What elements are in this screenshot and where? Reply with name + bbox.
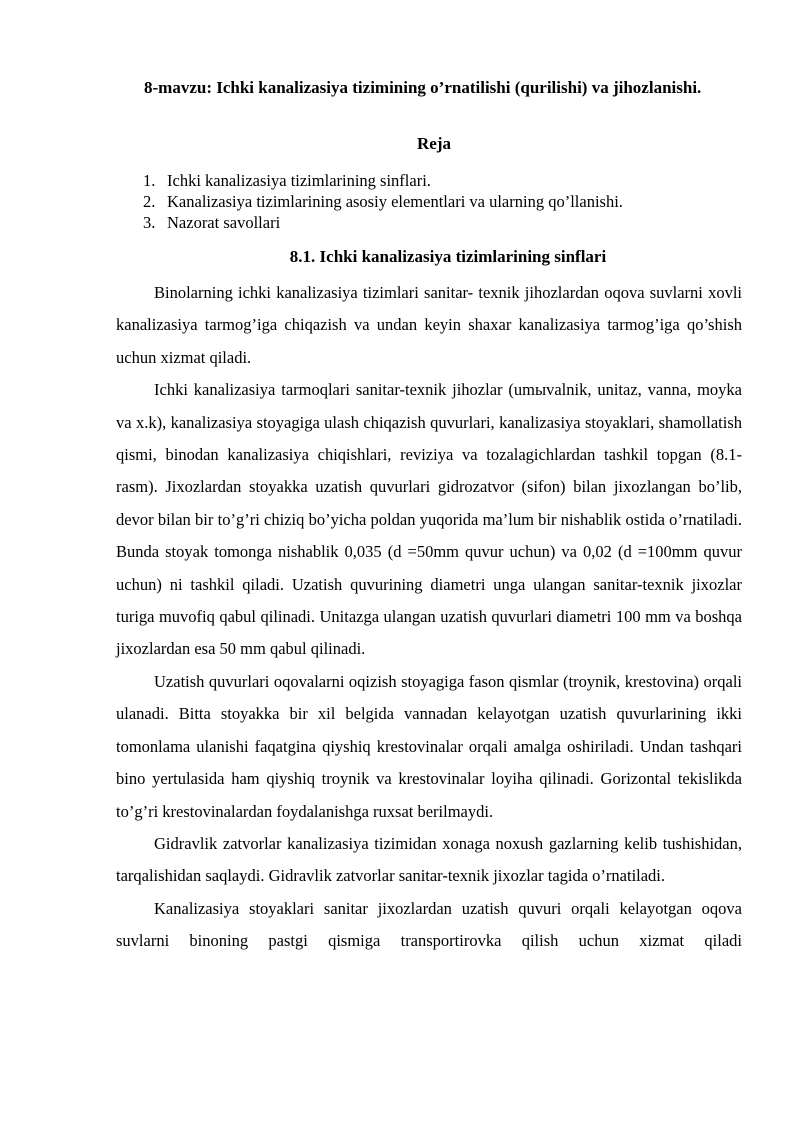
plan-item-text: Nazorat savollari [167, 213, 281, 232]
plan-item-text: Kanalizasiya tizimlarining asosiy elementlari va ularning qo’llanishi. [167, 192, 623, 211]
paragraph: Binolarning ichki kanalizasiya tizimlari sanitar- texnik jihozlardan oqova suvlarni xovli kanalizasiya tarmog’iga chiqazish va undan keyin shaxar kanalizasiya tarmog’iga qo’shish uchun xizmat qiladi. [116, 283, 742, 367]
paragraph: Ichki kanalizasiya tarmoqlari sanitar-texnik jihozlar (umыvalnik, unitaz, vanna, moyka va x.k), kanalizasiya stoyagiga ulash chiqazish quvurlari, kanalizasiya stoyaklari, shamollatish qismi, binodan kanalizasiya chiqishlari, reviziya va tozalagichlardan tashkil topgan (8.1-rasm). Jixozlardan stoyakka uzatish quvurlari gidrozatvor (sifon) bilan jixozlangan bo’lib, devor bilan bir to’g’ri chiziq bo’yicha poldan yuqorida ma’lum bir nishablik ostida o’rnatiladi. Bunda stoyak tomonga nishablik 0,035 (d =50mm quvur uchun) va 0,02 (d =100mm quvur uchun) ni tashkil qiladi. Uzatish quvurining diametri unga ulangan sanitar-texnik jixozlar turiga muvofiq qabul qilinadi. Unitazga ulangan uzatish quvurlari diametri 100 mm va boshqa jixozlardan esa 50 mm qabul qilinadi. [116, 380, 742, 659]
plan-item-number: 1. [143, 171, 156, 190]
plan-item-number: 2. [143, 192, 156, 211]
plan-item [143, 212, 623, 233]
paragraph: Kanalizasiya stoyaklari sanitar jixozlardan uzatish quvuri orqali kelayotgan oqova suvlarni binoning pastgi qismiga transportirovka qilish uchun xizmat qiladi [116, 898, 742, 951]
topic-title: 8-mavzu: Ichki kanalizasiya tizimining o’rnatilishi (qurilishi) va jihozlanishi. [144, 78, 702, 97]
section-heading: 8.1. Ichki kanalizasiya tizimlarining sinflari [289, 247, 607, 266]
plan-item-number: 3. [143, 213, 156, 232]
plan-list [143, 170, 623, 233]
plan-item [143, 191, 623, 212]
plan-item-text: Ichki kanalizasiya tizimlarining sinflari. [167, 171, 431, 190]
plan-item [143, 170, 623, 191]
paragraph: Gidravlik zatvorlar kanalizasiya tizimidan xonaga noxush gazlarning kelib tushishidan, tarqalishidan saqlaydi. Gidravlik zatvorlar sanitar-texnik jixozlar tagida o’rnatiladi. [116, 833, 742, 886]
plan-heading: Reja [417, 134, 451, 153]
body-text [116, 277, 742, 958]
paragraph: Uzatish quvurlari oqovalarni oqizish stoyagiga fason qismlar (troynik, krestovina) orqali ulanadi. Bitta stoyakka bir xil belgida vannadan kelayotgan uzatish quvurlarining ikki tomonlama ulanishi faqatgina qiyshiq krestovinalar orqali amalga oshiriladi. Undan tashqari bino yertulasida ham qiyshiq troynik va krestovinalar loyiha qilinadi. Gorizontal tekislikda to’g’ri krestovinalardan foydalanishga ruxsat berilmaydi. [116, 671, 742, 821]
